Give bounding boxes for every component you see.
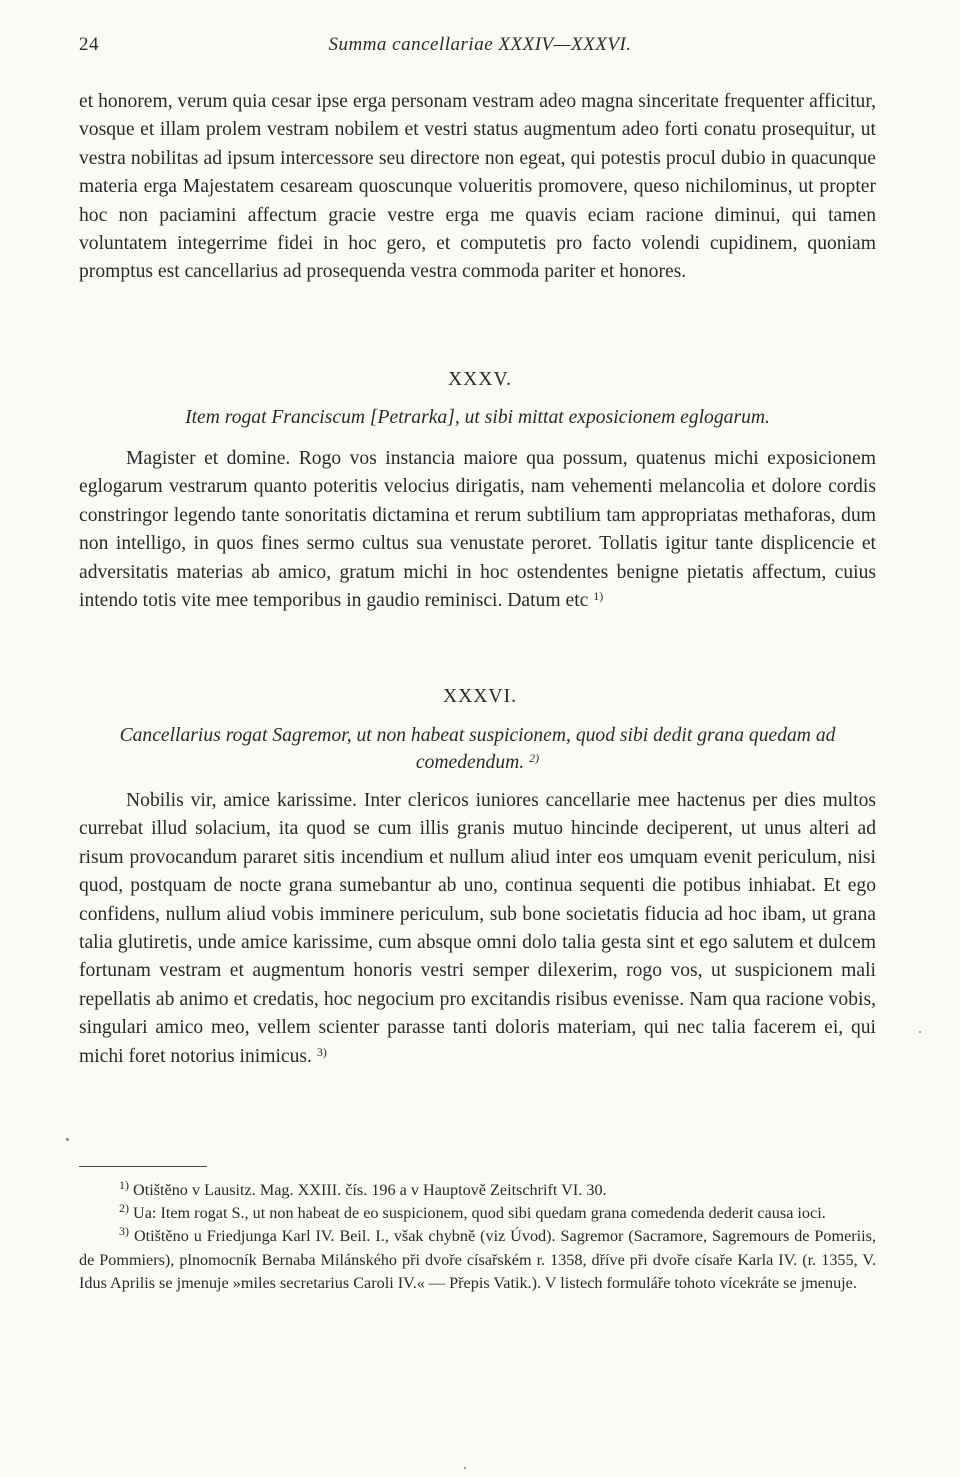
section-35-body bbox=[79, 445, 876, 615]
continuation-paragraph: et honorem, verum quia cesar ipse erga personam vestram adeo magna sinceritate frequenter afficitur, vosque et illam prolem vestram nobilem et vestri status augmentum adeo forti conatu prosequitur, ut vestra nobilitas ad ipsum intercessore seu directore non egeat, qui potestis procul dubio in quacunque materia erga Majestatem cesaream quoscunque volueritis promovere, queso nichilominus, ut propter hoc non paciamini affectum gracie vestre erga me quavis eciam racione diminui, qui tamen voluntatem integerrime fidei in hoc gero, et computetis pro facto volendi cupidinem, quoniam promptus est cancellarius ad prosequenda vestra commoda pariter et honores. bbox=[79, 91, 876, 283]
footnotes bbox=[79, 1179, 876, 1295]
section-35-number: XXXV. bbox=[448, 369, 512, 390]
running-head: Summa cancellariae XXXIV—XXXVI. bbox=[328, 34, 632, 55]
section-36-text: Nobilis vir, amice karissime. Inter clericos iuniores cancellarie mee hactenus per dies multos currebat illud solacium, ita quod se cum illis granis mutuo hincinde deciperent, ut unus alteri ad risum provocandum pararet sitis incendium et nullum aliud inter eos umquam evenit periculum, nisi quod, postquam de nocte grana sumebantur ab uno, continua sequenti die potibus inhiabat. Et ego confidens, nullum aliud vobis imminere periculum, sub bone societatis fiducia ad hoc ibam, ut grana talia glutiretis, unde amice karissime, cum absque omni dolo talia gesta sint et ego salutem et dulcem fortunam vestram et augmentum honoris vestri semper dilexerim, rogo vos, ut suspicionem mali repellatis ab animo et credatis, hoc negocium pro excitandis risibus evenisse. Nam qua racione vobis, singulari amico meo, vellem scienter parasse tanti doloris materiam, qui nec talia facerem ei, qui michi foret notorius inimicus. bbox=[79, 790, 876, 1067]
footnote-2-text: Ua: Item rogat S., ut non habeat de eo suspicionem, quod sibi quedam grana comedenda dederit causa ioci. bbox=[133, 1204, 826, 1223]
footnote-ref-3: 3) bbox=[316, 1044, 327, 1059]
page-number: 24 bbox=[79, 34, 99, 55]
section-36-title-text: Cancellarius rogat Sagremor, ut non habeat suspicionem, quod sibi dedit grana quedam ad comedendum. bbox=[119, 725, 836, 773]
paper-speck bbox=[464, 1467, 466, 1469]
footnote-ref-2: 2) bbox=[529, 751, 540, 765]
footnote-2-mark: 2) bbox=[119, 1201, 129, 1216]
footnote-rule bbox=[79, 1166, 207, 1167]
footnote-1-text: Otištěno v Lausitz. Mag. XXIII. čís. 196 a v Hauptově Zeitschrift VI. 30. bbox=[133, 1181, 607, 1199]
footnote-ref-1: 1) bbox=[593, 589, 604, 604]
paper-speck bbox=[66, 1138, 69, 1141]
section-35-text: Magister et domine. Rogo vos instancia maiore qua possum, quatenus michi exposicionem eglogarum vestrarum quanto poteritis velocius dirigatis, nam vehementi melancolia et dolore cordis constringor legendo tante sonoritatis dictamina et rerum subtilium tam appropriatas methaforas, dum non intelligo, in quos fines sermo cultus sua venustate peroret. Tollatis igitur tante displicencie et adversitatis materias ab amico, gratum michi in hoc ostendentes benigne pietatis affectum, cuius intendo totis vite mee temporibus in gaudio reminisci. Datum etc bbox=[79, 448, 876, 612]
section-35-title: Item rogat Franciscum [Petrarka], ut sibi mittat exposicionem eglogarum. bbox=[185, 407, 770, 428]
footnote-3-text: Otištěno u Friedjunga Karl IV. Beil. I., však chybně (viz Úvod). Sagremor (Sacramore, Sagremours de Pomeriis, de Pommiers), plnomocník Bernaba Milánského při dvoře císařském r. 1358, dříve při dvoře císaře Karla IV. (r. 1355, V. Idus Aprilis se jmenuje »miles secretarius Caroli IV.« — Přepis Vatik.). V listech formuláře tohoto vícekráte se jmenuje. bbox=[79, 1227, 877, 1292]
paper-speck bbox=[919, 1031, 921, 1033]
footnote-1-mark: 1) bbox=[119, 1178, 129, 1192]
section-36-number: XXXVI. bbox=[442, 686, 518, 707]
footnote-3 bbox=[79, 1225, 876, 1295]
section-36-body bbox=[79, 787, 876, 1071]
footnote-2 bbox=[79, 1202, 876, 1225]
section-36-title bbox=[79, 722, 876, 776]
footnote-3-mark: 3) bbox=[119, 1224, 129, 1239]
footnote-1 bbox=[79, 1179, 876, 1202]
